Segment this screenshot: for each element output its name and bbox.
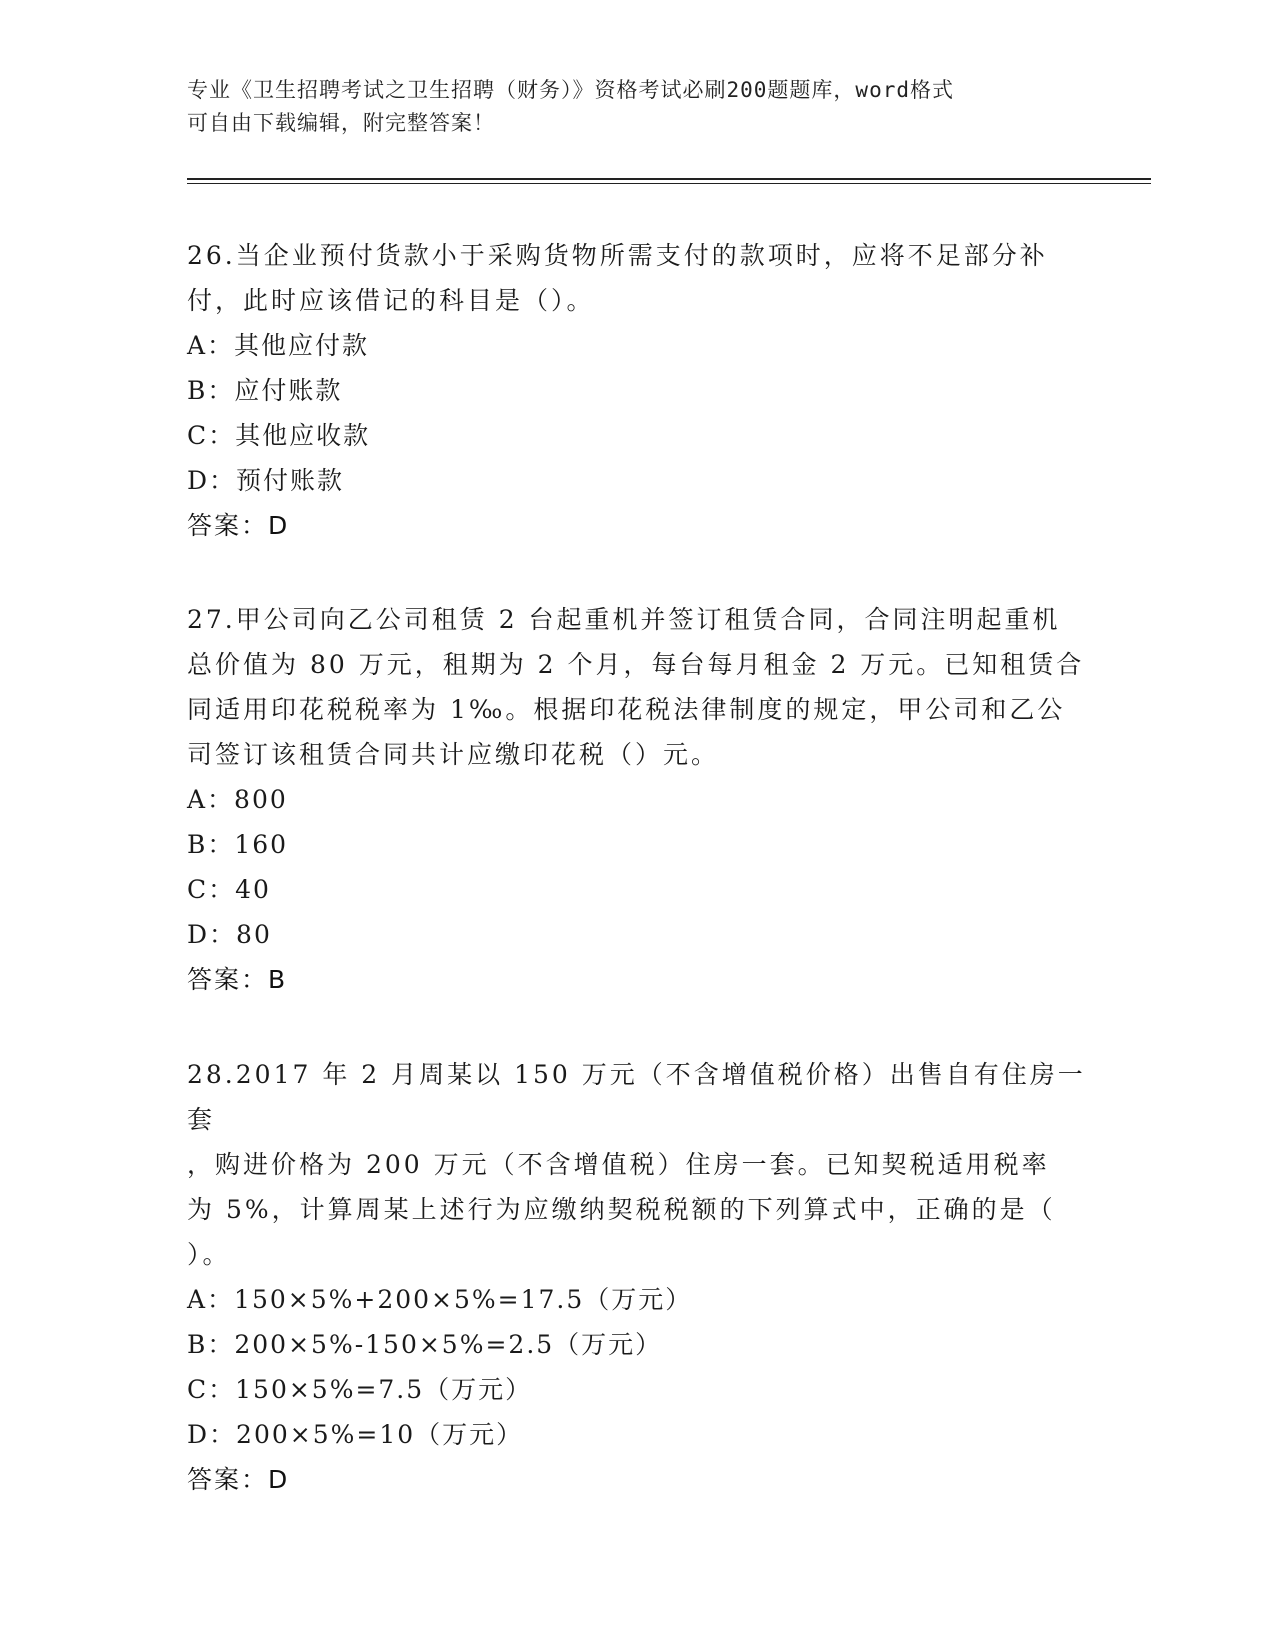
question-stem-line: 总价值为 80 万元，租期为 2 个月，每台每月租金 2 万元。已知租赁合 (187, 650, 1085, 679)
question-28 (187, 1052, 1087, 1502)
question-stem-line: 同适用印花税税率为 1‰。根据印花税法律制度的规定，甲公司和乙公 (187, 695, 1066, 724)
header-line-2: 可自由下载编辑，附完整答案！ (187, 111, 495, 135)
answer-line: 答案：D (187, 1465, 290, 1494)
answer-line: 答案：B (187, 965, 288, 994)
option-a: A：800 (187, 785, 288, 814)
option-a: A：150×5%+200×5%=17.5（万元） (187, 1285, 693, 1314)
option-b: B：160 (187, 830, 289, 859)
header-divider-thin (187, 183, 1151, 184)
answer-line: 答案：D (187, 511, 290, 540)
question-stem-line: 付，此时应该借记的科目是（）。 (187, 286, 595, 315)
option-b: B：200×5%-150×5%=2.5（万元） (187, 1330, 663, 1359)
option-b: B：应付账款 (187, 376, 343, 405)
question-26 (187, 233, 1087, 548)
question-stem-line: ，购进价格为 200 万元（不含增值税）住房一套。已知契税适用税率 (187, 1150, 1050, 1179)
option-d: D：80 (187, 920, 272, 949)
option-d: D：200×5%=10（万元） (187, 1420, 524, 1449)
question-stem-line: ）。 (187, 1240, 231, 1269)
option-a: A：其他应付款 (187, 331, 370, 360)
question-stem-line: 27.甲公司向乙公司租赁 2 台起重机并签订租赁合同，合同注明起重机 (187, 605, 1061, 634)
question-stem-line: 为 5%，计算周某上述行为应缴纳契税税额的下列算式中，正确的是（ (187, 1195, 1056, 1224)
header-line-1: 专业《卫生招聘考试之卫生招聘（财务）》资格考试必刷200题题库，word格式 (187, 78, 954, 102)
question-stem-line: 28.2017 年 2 月周某以 150 万元（不含增值税价格）出售自有住房一套 (187, 1060, 1086, 1134)
option-c: C：40 (187, 875, 271, 904)
document-header (187, 74, 1087, 140)
question-stem-line: 26.当企业预付货款小于采购货物所需支付的款项时，应将不足部分补 (187, 241, 1048, 270)
option-c: C：其他应收款 (187, 421, 371, 450)
option-d: D：预付账款 (187, 466, 345, 495)
header-divider-thick (187, 178, 1151, 180)
question-stem-line: 司签订该租赁合同共计应缴印花税（）元。 (187, 740, 720, 769)
question-27 (187, 597, 1087, 1002)
option-c: C：150×5%=7.5（万元） (187, 1375, 533, 1404)
